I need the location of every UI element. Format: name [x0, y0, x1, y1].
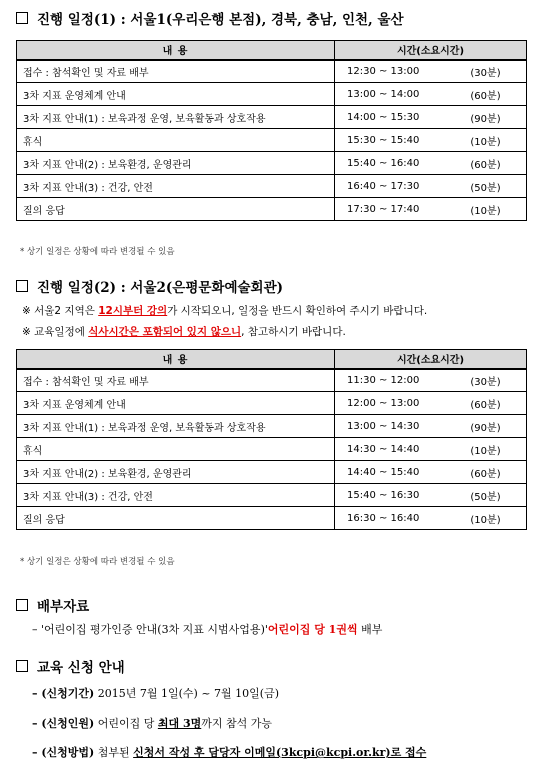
row-time: 14:30 ~ 14:40	[347, 443, 420, 455]
section2-notice-1	[22, 303, 427, 318]
table-row	[17, 369, 527, 392]
row-duration: (30분)	[470, 67, 501, 79]
apply-count-line	[32, 715, 272, 731]
row-content: 3차 지표 안내(2) : 보육환경, 운영관리	[17, 152, 335, 175]
table-header-content: 내 용	[17, 350, 335, 369]
apply-count-bold: 최대 3명	[157, 717, 202, 730]
row-duration: (10분)	[470, 136, 501, 148]
row-duration: (30분)	[470, 376, 501, 388]
row-content: 휴식	[17, 438, 335, 461]
row-time: 11:30 ~ 12:00	[347, 374, 420, 386]
row-time: 12:00 ~ 13:00	[347, 397, 420, 409]
row-duration: (60분)	[470, 399, 501, 411]
section2-schedule-table	[16, 349, 527, 530]
checkbox-square-icon	[16, 599, 28, 611]
table-row	[17, 198, 527, 221]
apply-method-line	[32, 744, 426, 760]
section3-title-text: 배부자료	[37, 599, 90, 615]
table-row	[17, 106, 527, 129]
row-content: 접수 : 참석확인 및 자료 배부	[17, 60, 335, 83]
table-row	[17, 83, 527, 106]
table-row	[17, 484, 527, 507]
apply-method-bold: 신청서 작성 후 담당자 이메일(3kcpi@kcpi.or.kr)로 접수	[133, 746, 427, 759]
table-row	[17, 438, 527, 461]
row-content: 질의 응답	[17, 507, 335, 530]
row-duration: (10분)	[470, 205, 501, 217]
table-row	[17, 152, 527, 175]
row-time: 16:30 ~ 16:40	[347, 512, 420, 524]
section1-title-text: 진행 일정(1) : 서울1(우리은행 본점), 경북, 충남, 인천, 울산	[37, 12, 404, 28]
notice1-prefix: ※ 서울2 지역은	[22, 305, 99, 317]
row-content: 3차 지표 안내(3) : 건강, 안전	[17, 175, 335, 198]
row-content: 휴식	[17, 129, 335, 152]
row-time: 15:30 ~ 15:40	[347, 134, 420, 146]
row-time: 17:30 ~ 17:40	[347, 203, 420, 215]
checkbox-square-icon	[16, 660, 28, 672]
row-duration: (90분)	[470, 422, 501, 434]
row-duration: (60분)	[470, 159, 501, 171]
section4-title-text: 교육 신청 안내	[37, 660, 125, 676]
section1-note: * 상기 일정은 상황에 따라 변경될 수 있음	[20, 247, 175, 257]
row-duration: (10분)	[470, 514, 501, 526]
materials-suffix: 배부	[357, 623, 383, 636]
row-content: 3차 지표 운영체계 안내	[17, 392, 335, 415]
row-content: 3차 지표 안내(3) : 건강, 안전	[17, 484, 335, 507]
table-row	[17, 60, 527, 83]
row-time: 12:30 ~ 13:00	[347, 65, 420, 77]
table-row	[17, 415, 527, 438]
section3-title	[16, 595, 89, 615]
row-duration: (50분)	[470, 182, 501, 194]
table-row	[17, 129, 527, 152]
materials-prefix: – '어린이집 평가인증 안내(3차 지표 시범사업용)'	[32, 623, 268, 636]
apply-method-text1: 첨부된	[94, 746, 134, 759]
table-row	[17, 461, 527, 484]
section2-title-text: 진행 일정(2) : 서울2(은평문화예술회관)	[37, 280, 283, 296]
section4-title	[16, 656, 125, 676]
row-content: 질의 응답	[17, 198, 335, 221]
row-time: 16:40 ~ 17:30	[347, 180, 420, 192]
apply-count-text1: 어린이집 당	[94, 717, 158, 730]
table-row	[17, 507, 527, 530]
notice2-prefix: ※ 교육일정에	[22, 326, 89, 338]
table-header-time: 시간(소요시간)	[335, 350, 527, 369]
row-content: 3차 지표 안내(1) : 보육과정 운영, 보육활동과 상호작용	[17, 106, 335, 129]
apply-count-label: – (신청인원)	[32, 717, 95, 730]
section2-title	[16, 276, 283, 296]
row-content: 3차 지표 운영체계 안내	[17, 83, 335, 106]
section1-title	[16, 8, 404, 28]
section1-schedule-table	[16, 40, 527, 221]
row-duration: (10분)	[470, 445, 501, 457]
notice2-highlight: 식사시간은 포함되어 있지 않으니	[88, 326, 242, 338]
section3-line	[32, 621, 382, 637]
row-time: 14:00 ~ 15:30	[347, 111, 420, 123]
apply-period-text: 2015년 7월 1일(수) ~ 7월 10일(금)	[94, 687, 279, 700]
row-content: 3차 지표 안내(2) : 보육환경, 운영관리	[17, 461, 335, 484]
notice2-suffix: , 참고하시기 바랍니다.	[241, 326, 346, 338]
apply-method-label: – (신청방법)	[32, 746, 95, 759]
row-duration: (60분)	[470, 90, 501, 102]
section2-notice-2	[22, 324, 346, 339]
materials-highlight: 어린이집 당 1권씩	[267, 623, 358, 636]
row-duration: (50분)	[470, 491, 501, 503]
notice1-highlight: 12시부터 강의	[98, 305, 168, 317]
row-time: 15:40 ~ 16:30	[347, 489, 420, 501]
row-content: 3차 지표 안내(1) : 보육과정 운영, 보육활동과 상호작용	[17, 415, 335, 438]
apply-period-line	[32, 685, 279, 701]
checkbox-square-icon	[16, 12, 28, 24]
row-duration: (60분)	[470, 468, 501, 480]
row-content: 접수 : 참석확인 및 자료 배부	[17, 369, 335, 392]
section2-note: * 상기 일정은 상황에 따라 변경될 수 있음	[20, 557, 175, 567]
row-time: 13:00 ~ 14:00	[347, 88, 420, 100]
row-duration: (90분)	[470, 113, 501, 125]
notice1-suffix: 가 시작되오니, 일정을 반드시 확인하여 주시기 바랍니다.	[167, 305, 428, 317]
table-row	[17, 392, 527, 415]
checkbox-square-icon	[16, 280, 28, 292]
row-time: 15:40 ~ 16:40	[347, 157, 420, 169]
table-row	[17, 175, 527, 198]
apply-count-text2: 까지 참석 가능	[201, 717, 272, 730]
apply-period-label: – (신청기간)	[32, 687, 95, 700]
table-header-time: 시간(소요시간)	[335, 41, 527, 60]
row-time: 14:40 ~ 15:40	[347, 466, 420, 478]
table-header-content: 내 용	[17, 41, 335, 60]
row-time: 13:00 ~ 14:30	[347, 420, 420, 432]
